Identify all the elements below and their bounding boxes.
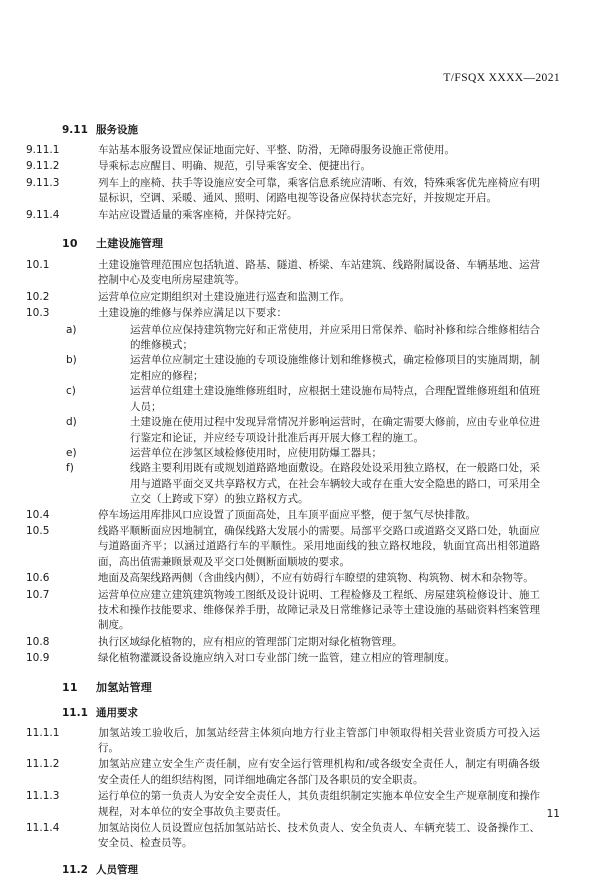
heading-title: 土建设施管理: [96, 237, 164, 251]
clause-number: 9.11.2: [26, 160, 60, 173]
clause-number: 11.1.2: [26, 758, 60, 771]
clause-text: 运营单位应定期组织对土建设施进行巡查和监测工作。: [98, 290, 350, 303]
list-item-label: b): [66, 354, 77, 367]
list-item: [62, 384, 540, 415]
list-item-text: 运营单位组建土建设施维修班组时，应根据土建设施布局特点，合理配置维修班组和值班人员；: [130, 385, 540, 413]
heading-11-1: [62, 705, 540, 720]
clause-10-3-list: [62, 323, 540, 508]
clause-number: 10.3: [26, 307, 50, 320]
clause-text: 加氢站应建立安全生产责任制，应有安全运行管理机构和/或各级安全责任人，制定有明确各级安全责任人的组织结构图，同详细地确定各部门及各职员的安全职责。: [98, 758, 540, 786]
clause-10-7: [26, 588, 540, 634]
clause-number: 11.1.1: [26, 726, 60, 739]
clause-10-1: [26, 258, 540, 289]
clause-10-2: [26, 290, 540, 305]
clause-text: 列车上的座椅、扶手等设施应安全可靠，乘客信息系统应清晰、有效，特殊乘客优先座椅应有明显标识，空调、采暖、通风、照明、闭路电视等设备应保持状态完好，并按规定开启。: [98, 176, 540, 205]
list-item-label: d): [66, 416, 77, 429]
list-item: [62, 461, 540, 507]
standard-code-header: T/FSQX XXXX—2021: [443, 72, 560, 84]
clause-number: 9.11.4: [26, 208, 60, 221]
clause-text: 运营单位应建立建筑建筑物竣工图纸及设计说明、工程检修及工程纸、房屋建筑检修设计、施工技术和操作技能要求、维修保养手册，故障记录及日常维修记录等土建设施的基础资料档案管理制度。: [98, 588, 540, 632]
page-number: 11: [546, 808, 560, 820]
clause-number: 10.4: [26, 508, 50, 521]
clause-number: 11.1.4: [26, 822, 60, 835]
list-item-label: a): [66, 323, 77, 336]
clause-text: 土建设施的维修与保养应满足以下要求：: [98, 307, 287, 320]
clause-number: 10.9: [26, 652, 50, 665]
list-item-text: 运营单位在涉氢区域检修使用时，应使用防爆工器具；: [130, 446, 382, 459]
clause-number: 9.11.1: [26, 144, 60, 156]
clause-10-4: [26, 508, 540, 523]
heading-title: 通用要求: [96, 706, 138, 719]
heading-11-2: [62, 862, 540, 877]
clause-10-5: [26, 524, 540, 570]
clause-11-1-4: [26, 821, 540, 852]
list-item: [62, 353, 540, 384]
list-item-text: 运营单位应制定土建设施的专项设施维修计划和维修模式，确定检修项目的实施周期，制定相应的修程；: [130, 354, 540, 382]
clause-9-11-1: [26, 143, 540, 158]
clause-text: 停车场运用库排风口应设置了顶面高处，且车顶平面应平整，便于氢气尽快排散。: [98, 508, 476, 521]
clause-text: 运行单位的第一负责人为安全安全责任人，其负责组织制定实施本单位安全生产规章制度和操作规程，对本单位的安全事故负主要责任。: [98, 790, 540, 818]
clause-11-1-2: [26, 757, 540, 788]
heading-number: 11.2: [62, 863, 88, 876]
clause-text: 地面及高架线路两侧（含曲线内侧），不应有妨碍行车瞭望的建筑物、构筑物、树木和杂物等。: [98, 572, 534, 585]
clause-10-9: [26, 651, 540, 666]
clause-text: 土建设施管理范围应包括轨道、路基、隧道、桥梁、车站建筑、线路附属设备、车辆基地、运营控制中心及变电所房屋建筑等。: [98, 259, 540, 287]
clause-11-1-1: [26, 726, 540, 757]
clause-number: 10.8: [26, 635, 50, 648]
clause-10-3: [26, 306, 540, 321]
clause-number: 9.11.3: [26, 176, 60, 189]
list-item: [62, 446, 540, 461]
list-item: [62, 323, 540, 354]
list-item-text: 运营单位应保持建筑物完好和正常使用，并应采用日常保养、临时补修和综合维修相结合的维修模式；: [130, 323, 540, 352]
heading-title: 人员管理: [96, 863, 138, 876]
clause-9-11-2: [26, 159, 540, 174]
clause-number: 10.6: [26, 572, 50, 585]
clause-text: 加氢站岗位人员设置应包括加氢站站长、技术负责人、安全负责人、车辆充装工、设备操作工、安全员、检查员等。: [98, 822, 540, 850]
heading-11: [62, 679, 540, 695]
clause-text: 加氢站竣工验收后，加氢站经营主体须向地方行业主管部门申领取得相关营业资质方可投入运行。: [98, 726, 540, 754]
clause-text: 线路平顺断面应因地制宜，确保线路大发展小的需要。局部平交路口或道路交叉路口处，轨面应与道路面齐平；以涵过道路行车的平顺性。采用地面线的独立路权地段，轨面宜高出相邻道路面，高出值需兼顾景观及平交口处侧断面顺坡的要求。: [98, 524, 540, 568]
clause-text: 执行区域绿化植物的，应有相应的管理部门定期对绿化植物管理。: [98, 635, 403, 648]
clause-10-6: [26, 571, 540, 586]
clause-number: 10.2: [26, 290, 50, 303]
list-item-text: 土建设施在使用过程中发现异常情况并影响运营时，在确定需要大修前，应由专业单位进行鉴定和论证，并应经专项设计批准后再开展大修工程的施工。: [130, 416, 540, 444]
list-item-label: c): [66, 385, 76, 398]
clause-9-11-3: [26, 176, 540, 207]
list-item: [62, 415, 540, 446]
heading-9-11: [62, 122, 540, 137]
clause-number: 10.1: [26, 259, 50, 272]
heading-title: 服务设施: [96, 124, 138, 136]
heading-title: 加氢站管理: [96, 680, 152, 694]
document-body: [26, 112, 540, 883]
list-item-label: f): [66, 462, 74, 475]
heading-number: 10: [62, 237, 78, 251]
clause-10-8: [26, 635, 540, 650]
clause-text: 导乘标志应醒目、明确、规范，引导乘客安全、便捷出行。: [98, 160, 371, 173]
heading-number: 11.1: [62, 706, 88, 719]
clause-text: 车站基本服务设置应保证地面完好、平整、防滑，无障碍服务设施正常使用。: [98, 144, 455, 156]
clause-number: 10.5: [26, 524, 50, 537]
clause-text: 绿化植物灌溉设备设施应纳入对口专业部门统一监管，建立相应的管理制度。: [98, 652, 455, 665]
clause-number: 10.7: [26, 588, 50, 601]
heading-number: 9.11: [62, 124, 88, 136]
heading-number: 11: [62, 680, 78, 694]
list-item-label: e): [66, 446, 77, 459]
clause-number: 11.1.3: [26, 790, 60, 803]
clause-text: 车站应设置适量的乘客座椅，并保持完好。: [98, 208, 298, 221]
list-item-text: 线路主要利用既有或规划道路路地面敷设。在路段处设采用独立路权，在一般路口处，采用与道路平面交叉共享路权方式，在社会车辆较大或存在重大安全隐患的路口，可采用全立交（上跨或下穿）的独立路权方式。: [130, 462, 540, 506]
clause-11-1-3: [26, 789, 540, 820]
clause-9-11-4: [26, 208, 540, 223]
heading-10: [62, 235, 540, 251]
